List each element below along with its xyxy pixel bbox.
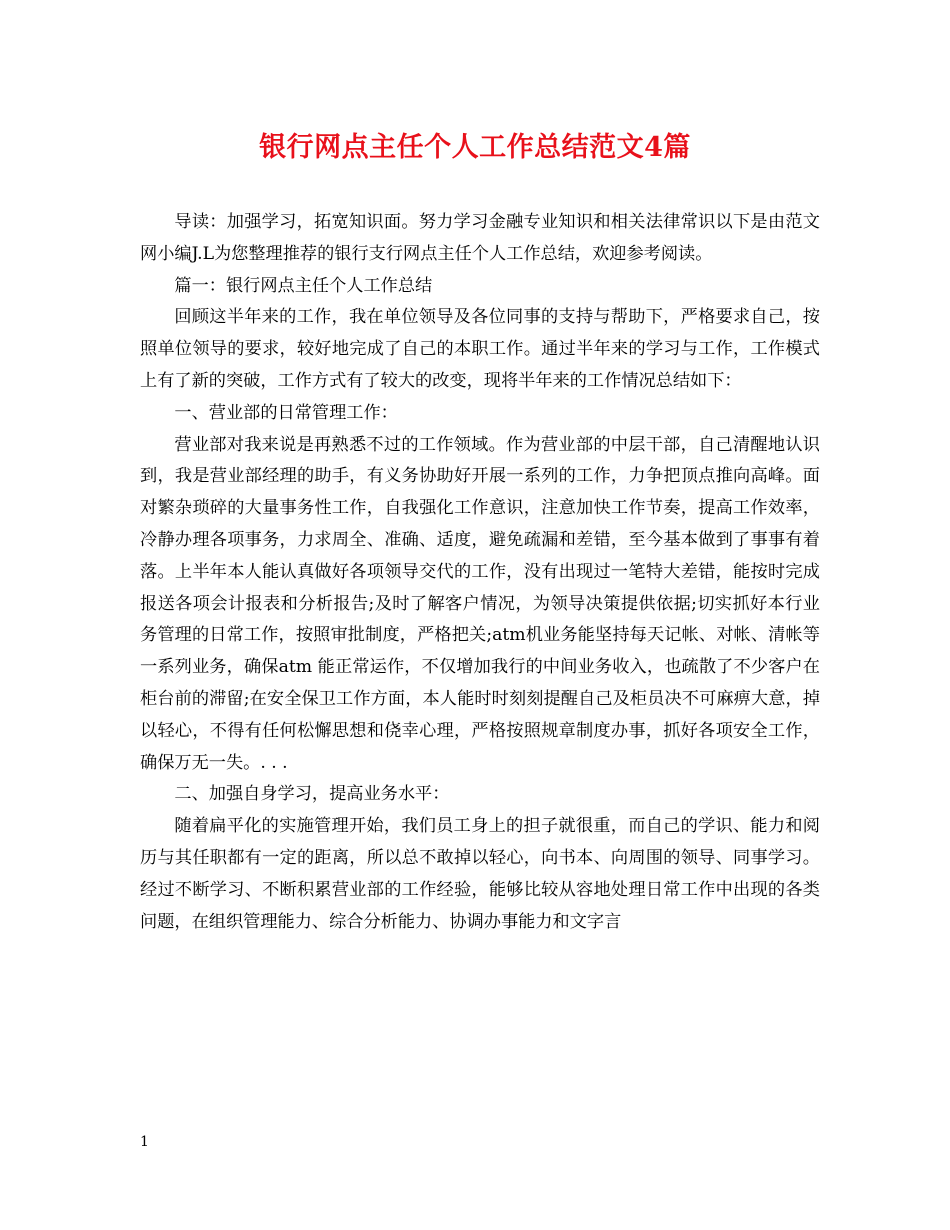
paragraph-daily-management: 营业部对我来说是再熟悉不过的工作领域。作为营业部的中层干部，自己清醒地认识到，我是营业部经理的助手，有义务协助好开展一系列的工作，力争把顶点推向高峰。面对繁杂琐碎的大量事务性工作，自我强化工作意识，注意加快工作节奏，提高工作效率，冷静办理各项事务，力求周全、准确、适度，避免疏漏和差错，至今基本做到了事事有着落。上半年本人能认真做好各项领导交代的工作，没有出现过一笔特大差错，能按时完成报送各项会计报表和分析报告;及时了解客户情况，为领导决策提供依据;切实抓好本行业务管理的日常工作，按照审批制度，严格把关;atm机业务能坚持每天记帐、对帐、清帐等一系列业务，确保atm 能正常运作，不仅增加我行的中间业务收入，也疏散了不少客户在柜台前的滞留;在安全保卫工作方面，本人能时时刻刻提醒自己及柜员决不可麻痹大意，掉以轻心，不得有任何松懈思想和侥幸心理，严格按照规章制度办事，抓好各项安全工作，确保万无一失。. . . [140,434,820,773]
page-number: 1 [140,1134,149,1150]
paragraph-intro: 导读：加强学习，拓宽知识面。努力学习金融专业知识和相关法律常识以下是由范文网小编J.L为您整理推荐的银行支行网点主任个人工作总结，欢迎参考阅读。 [140,212,820,264]
paragraph-self-study: 随着扁平化的实施管理开始，我们员工身上的担子就很重，而自己的学识、能力和阅历与其任职都有一定的距离，所以总不敢掉以轻心，向书本、向周围的领导、同事学习。经过不断学习、不断积累营业部的工作经验，能够比较从容地处理日常工作中出现的各类问题，在组织管理能力、综合分析能力、协调办事能力和文字言 [140,816,820,932]
document-title: 银行网点主任个人工作总结范文4篇 [259,132,691,163]
document-body [140,207,820,938]
paragraph-review: 回顾这半年来的工作，我在单位领导及各位同事的支持与帮助下，严格要求自己，按照单位领导的要求，较好地完成了自己的本职工作。通过半年来的学习与工作，工作模式上有了新的突破，工作方式有了较大的改变，现将半年来的工作情况总结如下： [140,307,820,391]
paragraph-heading-daily-management: 一、营业部的日常管理工作： [174,402,398,423]
paragraph-section-heading-1: 篇一：银行网点主任个人工作总结 [174,275,433,296]
paragraph-heading-self-study: 二、加强自身学习，提高业务水平： [174,784,450,805]
